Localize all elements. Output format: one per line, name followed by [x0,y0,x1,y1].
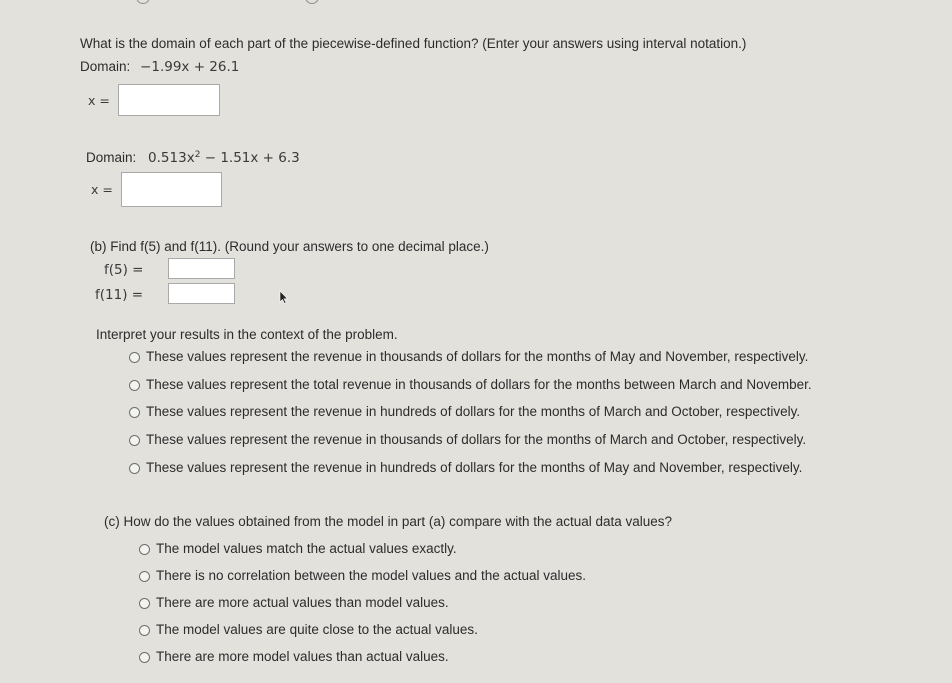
radio-button[interactable] [129,435,140,446]
question-text: What is the domain of each part of the piecewise-defined function? (Enter your answers using interval notation.) [80,36,747,51]
f11-input[interactable] [168,283,235,304]
radio-button[interactable] [129,380,140,391]
piece1-expression: −1.99x + 26.1 [140,59,240,75]
radio-button[interactable] [139,598,150,609]
f5-label: f(5) = [104,262,144,278]
domain-label: Domain: [80,59,131,74]
top-partial-icon [305,0,319,4]
x-label-2: x = [91,182,113,197]
f5-input[interactable] [168,258,235,279]
x-label-1: x = [88,93,110,108]
interpret-prompt: Interpret your results in the context of the problem. [96,327,398,342]
radio-button[interactable] [139,652,150,663]
part-b-prompt: (b) Find f(5) and f(11). (Round your answers to one decimal place.) [90,239,489,254]
f11-label: f(11) = [95,287,144,303]
radio-button[interactable] [129,407,140,418]
domain-row-2 [86,150,300,166]
part-c-prompt: (c) How do the values obtained from the model in part (a) compare with the actual data values? [104,514,673,529]
radio-button[interactable] [129,463,140,474]
domain-row-1 [80,59,239,75]
radio-button[interactable] [129,352,140,363]
radio-button[interactable] [139,571,150,582]
mouse-cursor-icon [279,290,289,304]
domain-2-input[interactable] [121,172,222,207]
piece2-expression: $0.513x^2 - 1.51x + 6.3$ [148,150,300,166]
domain-label: Domain: [86,150,137,165]
radio-button[interactable] [139,625,150,636]
domain-1-input[interactable] [118,84,220,116]
radio-button[interactable] [139,544,150,555]
top-partial-icon [136,0,150,4]
